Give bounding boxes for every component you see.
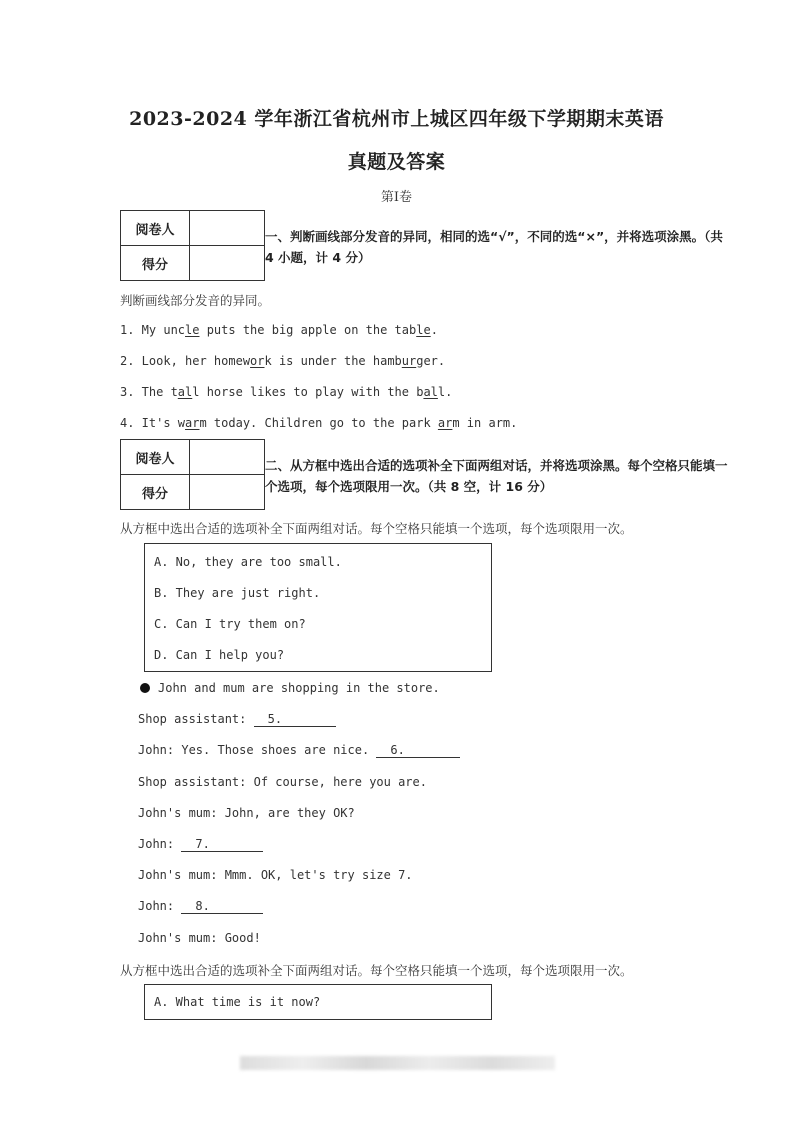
reviewer-cell[interactable] (190, 211, 265, 246)
score-cell[interactable] (190, 475, 265, 510)
score-cell[interactable] (190, 246, 265, 281)
dialogue-line-1 (138, 712, 336, 727)
page-title-line-1: 2023-2024 学年浙江省杭州市上城区四年级下学期期末英语 (129, 108, 664, 130)
section-2-heading (265, 455, 793, 497)
q3-text-end: l. (437, 385, 453, 399)
answer-blank-5[interactable]: 5. (254, 712, 336, 727)
john-line-1: John: Yes. Those shoes are nice. (138, 743, 377, 757)
q2-text-end: ger. (416, 354, 446, 368)
q3-underlined-2: al (423, 385, 438, 399)
section-1-instruction: 判断画线部分发音的异同。 (120, 293, 271, 308)
q4-text: 4. It's w (120, 416, 186, 430)
dialogue-line-8: John's mum: Good! (138, 931, 261, 945)
options-box-2 (144, 984, 492, 1020)
question-2 (120, 354, 445, 368)
q4-text-end: m in arm. (452, 416, 518, 430)
section-2-heading-line-1: 二、从方框中选出合适的选项补全下面两组对话，并将选项涂黑。每个空格只能填一 (265, 458, 728, 473)
speaker-shop-assistant: Shop assistant: (138, 712, 254, 726)
answer-blank-7[interactable]: 7. (181, 837, 263, 852)
q4-underlined-1: ar (185, 416, 200, 430)
q3-text: 3. The t (120, 385, 178, 399)
speaker-john: John: (138, 899, 182, 913)
option-d: D. Can I help you? (154, 648, 285, 662)
score-table-2 (120, 439, 265, 510)
question-1 (120, 323, 438, 337)
q2-underlined-1: or (250, 354, 265, 368)
answer-blank-6[interactable]: 6. (376, 743, 460, 758)
option-a: A. What time is it now? (154, 995, 321, 1009)
q4-underlined-2: ar (437, 416, 453, 430)
section-2-instruction-2: 从方框中选出合适的选项补全下面两组对话。每个空格只能填一个选项，每个选项限用一次。 (120, 963, 633, 978)
section-2-heading-line-2: 个选项，每个选项限用一次。（共 8 空，计 16 分） (265, 479, 553, 494)
answer-blank-8[interactable]: 8. (181, 899, 263, 914)
scene-text: John and mum are shopping in the store. (158, 681, 440, 695)
q3-underlined-1: al (177, 385, 193, 399)
option-a: A. No, they are too small. (154, 555, 342, 569)
section-2-instruction: 从方框中选出合适的选项补全下面两组对话。每个空格只能填一个选项，每个选项限用一次。 (120, 521, 633, 536)
q1-underlined-2: le (416, 323, 431, 337)
q2-text-mid: k is under the hamb (264, 354, 402, 368)
question-4 (120, 416, 517, 430)
q2-text: 2. Look, her homew (120, 354, 251, 368)
option-b: B. They are just right. (154, 586, 321, 600)
page-title-line-2: 真题及答案 (347, 151, 446, 173)
q2-underlined-2: ur (401, 354, 417, 368)
question-3 (120, 385, 452, 399)
section-1-heading-line-1: 一、判断画线部分发音的异同，相同的选“√”，不同的选“×”，并将选项涂黑。（共 (265, 229, 723, 244)
dialogue-line-2 (138, 743, 460, 758)
bullet-icon (140, 683, 150, 693)
dialogue-line-4: John's mum: John, are they OK? (138, 806, 355, 820)
volume-label: 第Ⅰ卷 (380, 190, 413, 205)
reviewer-label: 阅卷人 (121, 211, 190, 246)
q1-text: 1. My unc (120, 323, 186, 337)
blurred-watermark (240, 1056, 555, 1070)
scene-line (140, 681, 440, 695)
q3-text-mid: l horse likes to play with the b (192, 385, 424, 399)
section-1-heading (265, 226, 793, 268)
reviewer-cell[interactable] (190, 440, 265, 475)
option-c: C. Can I try them on? (154, 617, 306, 631)
dialogue-line-3: Shop assistant: Of course, here you are. (138, 775, 427, 789)
dialogue-line-5 (138, 837, 263, 852)
score-label: 得分 (121, 246, 190, 281)
speaker-john: John: (138, 837, 182, 851)
score-label: 得分 (121, 475, 190, 510)
reviewer-label: 阅卷人 (121, 440, 190, 475)
q1-underlined-1: le (185, 323, 200, 337)
options-box-1 (144, 543, 492, 672)
q1-text-mid: puts the big apple on the tab (199, 323, 417, 337)
dialogue-line-7 (138, 899, 263, 914)
section-1-heading-line-2: 4 小题，计 4 分） (265, 250, 371, 265)
q4-text-mid: m today. Children go to the park (199, 416, 438, 430)
q1-text-end: . (430, 323, 438, 337)
dialogue-line-6: John's mum: Mmm. OK, let's try size 7. (138, 868, 413, 882)
score-table-1 (120, 210, 265, 281)
